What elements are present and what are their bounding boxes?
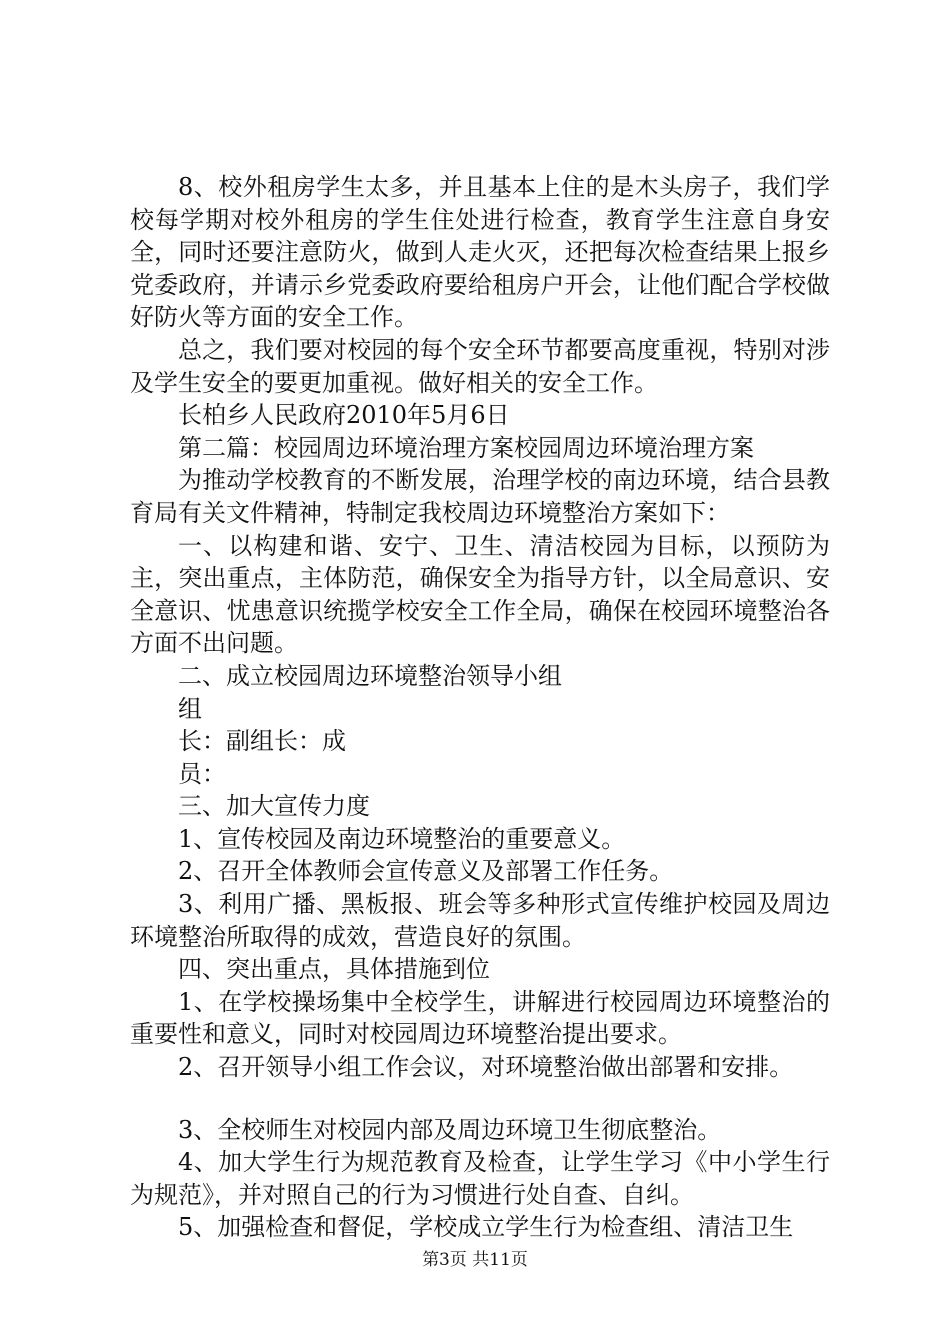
paragraph-rental-housing: 8、校外租房学生太多，并且基本上住的是木头房子，我们学校每学期对校外租房的学生住处进行检查，教育学生注意自身安全，同时还要注意防火，做到人走火灭，还把每次检查结果上报乡党委政府，并请示乡党委政府要给租房户开会，让他们配合学校做好防火等方面的安全工作。	[130, 173, 830, 332]
section-title-second: 第二篇：校园周边环境治理方案校园周边环境治理方案	[178, 433, 754, 462]
list-item-measures-1: 1、在学校操场集中全校学生，讲解进行校园周边环境整治的重要性和意义，同时对校园周边环境整治提出要求。	[130, 987, 830, 1049]
list-item-measures-3: 3、全校师生对校园内部及周边环境卫生彻底整治。	[178, 1115, 722, 1144]
list-item-measures-2: 2、召开领导小组工作会议，对环境整治做出部署和安排。	[178, 1053, 794, 1082]
page-footer: 第3页 共11页	[422, 1250, 528, 1270]
paragraph-group-line-3: 员：	[178, 759, 226, 788]
list-item-publicity-1: 1、宣传校园及南边环境整治的重要意义。	[178, 824, 626, 853]
heading-publicity: 三、加大宣传力度	[178, 792, 370, 821]
paragraph-group-line-1: 组	[178, 694, 202, 723]
paragraph-intro: 为推动学校教育的不断发展，治理学校的南边环境，结合县教育局有关文件精神，特制定我校周边环境整治方案如下：	[130, 466, 830, 527]
list-item-measures-4: 4、加大学生行为规范教育及检查，让学生学习《中小学生行为规范》，并对照自己的行为习惯进行处自查、自纠。	[130, 1148, 830, 1209]
paragraph-signature: 长柏乡人民政府2010年5月6日	[178, 401, 510, 430]
paragraph-group-line-2: 长：副组长：成	[178, 727, 346, 756]
list-item-publicity-2: 2、召开全体教师会宣传意义及部署工作任务。	[178, 857, 674, 886]
paragraph-goal: 一、以构建和谐、安宁、卫生、清洁校园为目标，以预防为主，突出重点，主体防范，确保安全为指导方针，以全局意识、安全意识、忧患意识统揽学校安全工作全局，确保在校园环境整治各方面不出问题。	[130, 531, 830, 658]
list-item-measures-5: 5、加强检查和督促，学校成立学生行为检查组、清洁卫生	[178, 1213, 794, 1242]
document-body	[130, 171, 830, 1244]
heading-leadership-group: 二、成立校园周边环境整治领导小组	[178, 661, 562, 690]
paragraph-summary: 总之，我们要对校园的每个安全环节都要高度重视，特别对涉及学生安全的要更加重视。做好相关的安全工作。	[130, 335, 830, 397]
heading-measures: 四、突出重点，具体措施到位	[178, 955, 490, 984]
list-item-publicity-3: 3、利用广播、黑板报、班会等多种形式宣传维护校园及周边环境整治所取得的成效，营造良好的氛围。	[130, 890, 830, 951]
